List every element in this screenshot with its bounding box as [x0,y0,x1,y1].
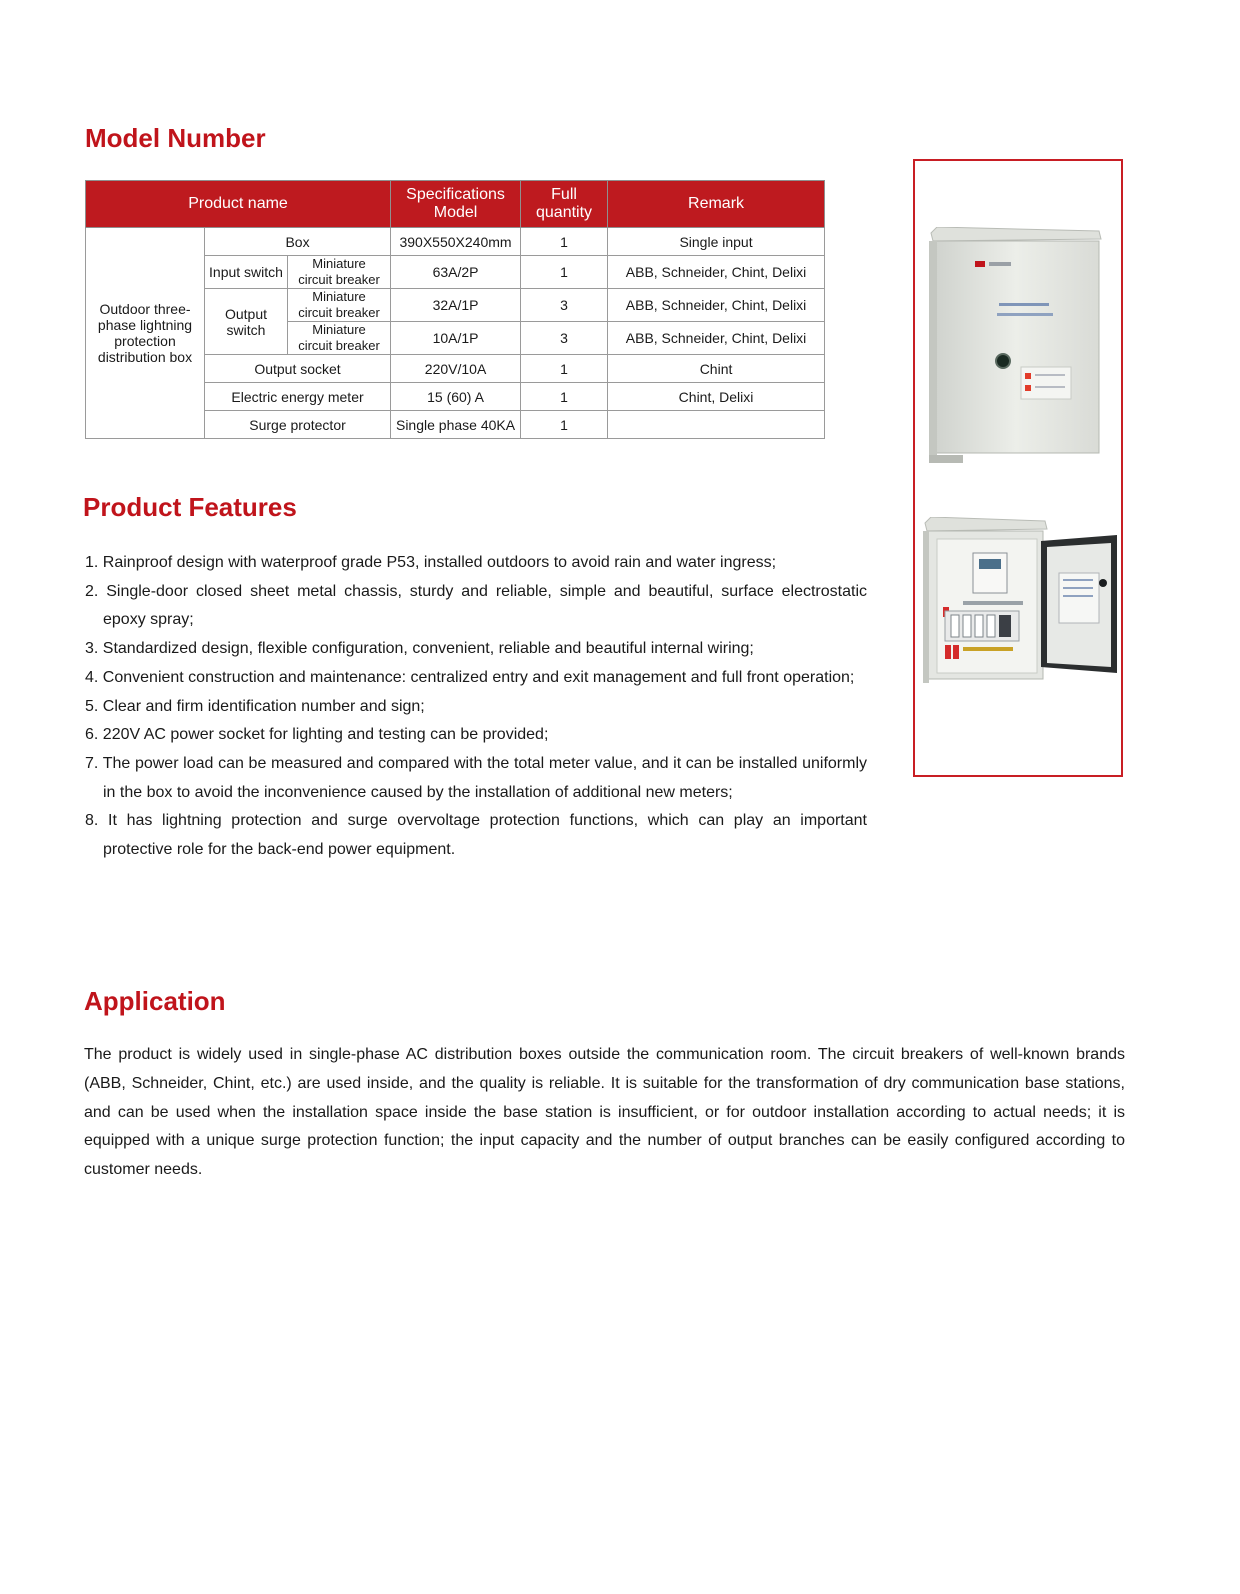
item-cell: Output socket [205,355,391,383]
remark-cell: ABB, Schneider, Chint, Delixi [608,256,825,289]
output-switch-line: Output [224,305,268,322]
open-cabinet-image [923,517,1119,685]
qty-cell: 1 [521,355,608,383]
spec-table [85,180,825,439]
remark-cell: Chint, Delixi [608,383,825,411]
product-line: distribution box [97,349,193,365]
header-full: Full [551,186,577,203]
features-list [85,549,867,865]
qty-cell: 3 [521,322,608,355]
list-item: 7. The power load can be measured and compared with the total meter value, and it can be installed uniformly in the box to avoid the inconvenience caused by the installation of additional new meters; [85,754,867,801]
application-paragraph: The product is widely used in single-phase AC distribution boxes outside the communication room. The circuit breakers of well-known brands (ABB, Schneider, Chint, etc.) are used inside, and the quality is reliable. It is suitable for the transformation of dry communication base stations, and can be used when the installation space inside the base station is insufficient, or for outdoor installation according to actual needs; it is equipped with a unique surge protection function; the input capacity and the number of output branches can be easily configured according to customer needs. [84,1046,1125,1179]
output-switch-line: switch [226,321,266,338]
spec-cell: 220V/10A [391,355,521,383]
list-item: 6. 220V AC power socket for lighting and testing can be provided; [85,726,549,744]
sub-label-line: Miniature [312,289,366,304]
table-header-row [86,181,825,228]
header-product-name: Product name [86,181,391,228]
qty-cell: 1 [521,411,608,439]
spec-cell: 32A/1P [391,289,521,322]
remark-cell [608,411,825,439]
list-item: 8. It has lightning protection and surge overvoltage protection functions, which can play an important protective role for the back-end power equipment. [85,812,867,859]
list-item: 2. Single-door closed sheet metal chassis, sturdy and reliable, simple and beautiful, surface electrostatic epoxy spray; [85,582,867,629]
spec-cell: 63A/2P [391,256,521,289]
spec-cell: 390X550X240mm [391,228,521,256]
section-title-model-number: Model Number [85,123,266,153]
header-specifications-model [391,181,521,228]
product-line: protection [114,333,176,349]
product-photo-frame [913,159,1123,777]
remark-cell: ABB, Schneider, Chint, Delixi [608,289,825,322]
sub-label-cell [288,289,391,322]
output-switch-cell [205,289,288,355]
sub-label-line: Miniature [312,256,366,271]
list-item: 5. Clear and firm identification number and sign; [85,697,425,715]
sub-label-cell [288,322,391,355]
section-title-product-features: Product Features [83,492,297,522]
sub-label-line: circuit breaker [298,272,380,287]
header-specifications: Specifications [406,186,505,203]
remark-cell: Single input [608,228,825,256]
header-model: Model [433,204,478,221]
product-line: phase lightning [97,317,193,333]
table-row [86,228,825,256]
list-item: 1. Rainproof design with waterproof grade P53, installed outdoors to avoid rain and water ingress; [85,554,777,571]
header-remark: Remark [608,181,825,228]
input-switch-cell: Input switch [205,256,288,289]
item-cell: Electric energy meter [205,383,391,411]
item-cell: Box [205,228,391,256]
sub-label-line: Miniature [312,322,366,337]
list-item: 4. Convenient construction and maintenance: centralized entry and exit management and full front operation; [85,668,855,686]
qty-cell: 1 [521,256,608,289]
spec-cell: 10A/1P [391,322,521,355]
item-cell: Surge protector [205,411,391,439]
spec-cell: Single phase 40KA [391,411,521,439]
spec-cell: 15 (60) A [391,383,521,411]
sub-label-line: circuit breaker [298,305,380,320]
header-full-quantity [521,181,608,228]
product-name-cell [86,228,205,439]
qty-cell: 1 [521,383,608,411]
qty-cell: 3 [521,289,608,322]
qty-cell: 1 [521,228,608,256]
remark-cell: Chint [608,355,825,383]
section-title-application: Application [84,986,226,1016]
product-line: Outdoor three- [99,301,191,317]
remark-cell: ABB, Schneider, Chint, Delixi [608,322,825,355]
list-item: 3. Standardized design, flexible configuration, convenient, reliable and beautiful internal wiring; [85,640,754,658]
header-quantity: quantity [536,204,593,221]
sub-label-line: circuit breaker [298,338,380,353]
closed-cabinet-image [929,227,1103,465]
sub-label-cell [288,256,391,289]
